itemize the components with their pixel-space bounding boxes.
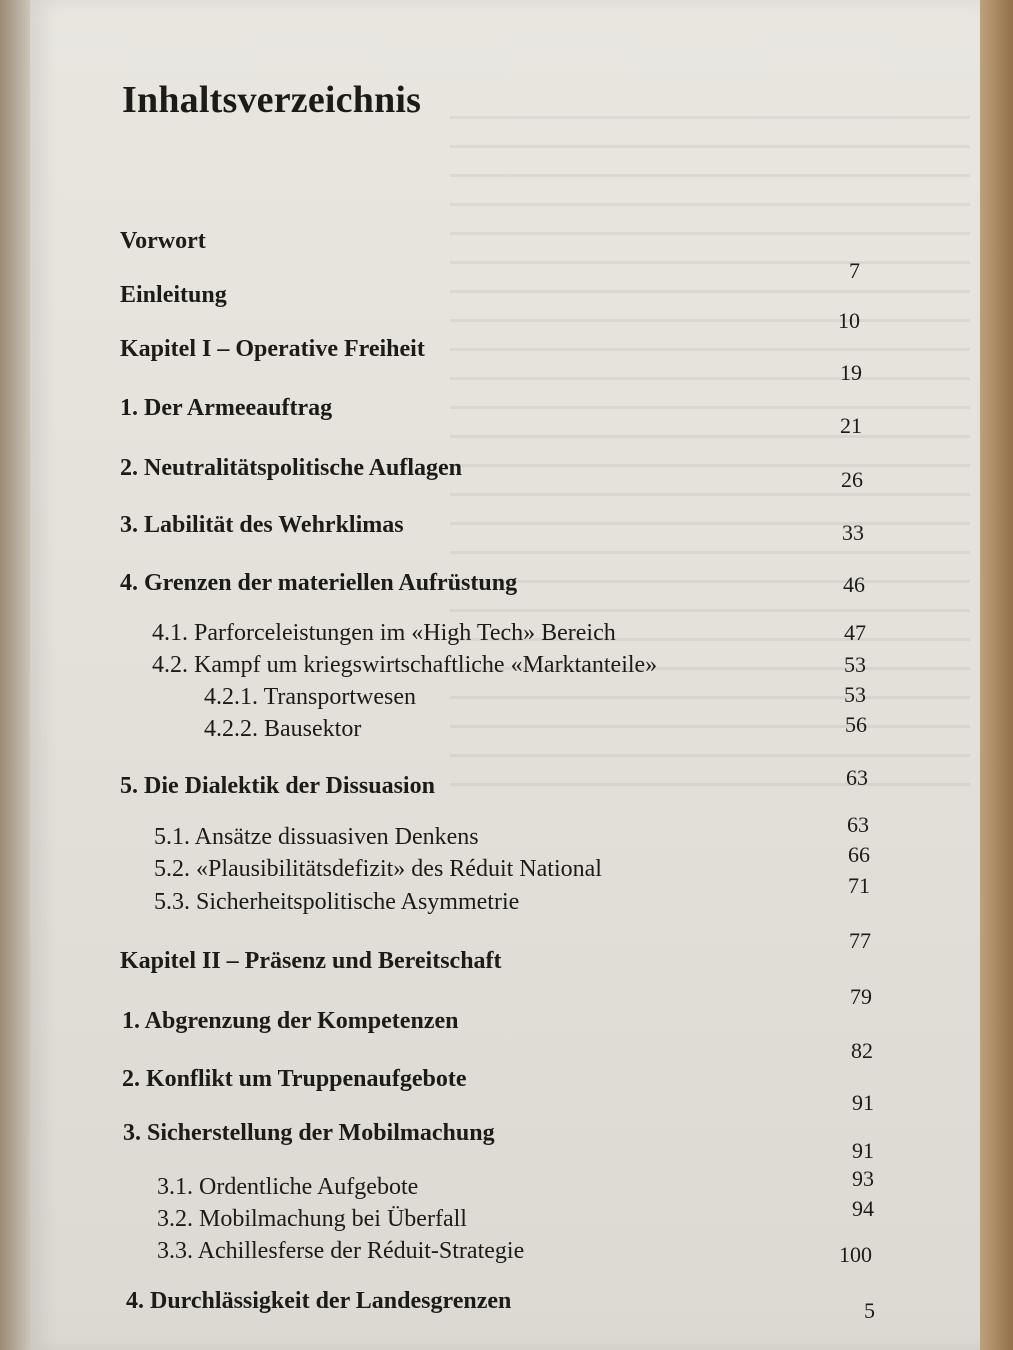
toc-page-number: 46 [843,572,865,597]
toc-entry-vorwort [30,228,980,283]
toc-entry-title: 5.2. «Plausibilitätsdefizit» des Réduit National [154,856,602,882]
toc-page-number: 94 [852,1196,874,1221]
toc-entry-title: Einleitung [120,282,227,308]
toc-entry-title: 3.1. Ordentliche Aufgebote [157,1174,419,1200]
toc-entry-title: Kapitel I – Operative Freiheit [120,336,425,362]
toc-entry-4-2-2 [30,712,980,752]
toc-entry-1-5 [30,765,980,809]
toc-entry-title: 4. Durchlässigkeit der Landesgrenzen [126,1288,512,1314]
toc-entry-title: 4.1. Parforceleistungen im «High Tech» Bereich [152,620,616,646]
toc-entry-title: 4. Grenzen der materiellen Aufrüstung [120,570,518,596]
toc-page-number: 56 [845,712,867,737]
toc-page-number: 53 [844,682,866,707]
toc-page-number: 63 [846,765,868,790]
page-folio: 5 [864,1298,875,1323]
toc-entry-title: 1. Der Armeeauftrag [120,395,333,421]
toc-page-number: 26 [841,467,863,492]
toc-page-number: 63 [847,812,869,837]
toc-page-number: 21 [840,413,862,438]
toc-entry-title: 2. Neutralitätspolitische Auflagen [120,455,462,481]
toc-page-number: 79 [850,984,872,1009]
toc-entry-title: 4.2. Kampf um kriegswirtschaftliche «Marktanteile» [152,652,658,678]
toc-page-number: 91 [852,1090,874,1115]
toc-entry-title: Vorwort [120,228,206,254]
toc-page-number: 7 [849,258,860,283]
page-title: Inhaltsverzeichnis [122,79,422,121]
toc-page-number: 19 [840,360,862,385]
toc-entry-1-3 [30,512,980,548]
toc-entry-1-4 [30,570,980,606]
toc-entry-title: 4.2.1. Transportwesen [204,684,417,710]
toc-page-number: 53 [844,652,866,677]
toc-page-number: 33 [842,520,864,545]
page-folio-row [30,1298,980,1334]
toc-page-number: 100 [839,1242,872,1267]
toc-entry-4-1 [30,620,980,656]
toc-entry-1-2 [30,455,980,491]
toc-entry-title: 3.2. Mobilmachung bei Überfall [157,1206,467,1232]
toc-entry-title: 4.2.2. Bausektor [204,716,362,742]
toc-entry-title: 3. Labilität des Wehrklimas [120,512,404,538]
toc-entry-title: 5.3. Sicherheitspolitische Asymmetrie [154,889,520,915]
toc-entry-title: 5. Die Dialektik der Dissuasion [120,773,435,799]
toc-page-number: 66 [848,842,870,867]
toc-entry-title: 5.1. Ansätze dissuasiven Denkens [154,824,479,850]
toc-entry-title: Kapitel II – Präsenz und Bereitschaft [120,948,502,974]
toc-entry-title: 1. Abgrenzung der Kompetenzen [122,1008,459,1034]
toc-entry-1-1 [30,395,980,438]
toc-page-number: 91 [852,1138,874,1163]
toc-entry-title: 3.3. Achillesferse der Réduit-Strategie [157,1238,525,1264]
toc-page-number: 77 [849,928,871,953]
toc-page-number: 10 [838,308,860,333]
toc-page-number: 82 [851,1038,873,1063]
toc-entry-kapitel-1 [30,336,980,385]
toc-page-number: 93 [852,1166,874,1191]
toc-page-number: 71 [848,873,870,898]
toc-entry-einleitung [30,282,980,333]
toc-entry-kapitel-2 [30,928,980,984]
toc-entry-5-3 [30,873,980,925]
toc-entry-title: 2. Konflikt um Truppenaufgebote [122,1066,467,1092]
toc-entry-title: 3. Sicherstellung der Mobilmachung [123,1120,495,1146]
book-page [30,0,980,1350]
toc-page-number: 47 [844,620,866,645]
